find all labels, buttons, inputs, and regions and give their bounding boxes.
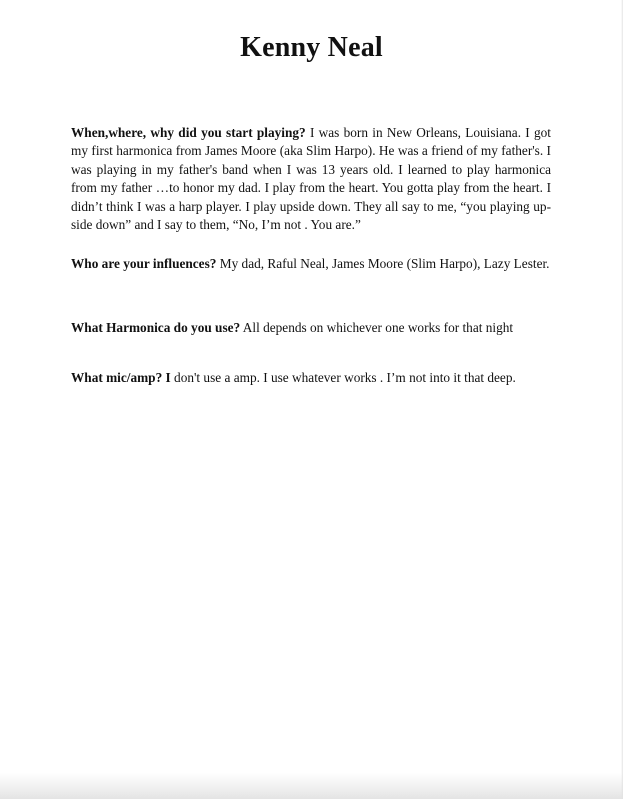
answer-text: All depends on whichever one works for that night	[240, 320, 514, 335]
interview-entry-harmonica	[71, 319, 551, 337]
interview-entry-influences	[71, 255, 551, 273]
question-text: When,where, why did you start playing?	[71, 125, 306, 140]
interview-entry-mic-amp	[71, 369, 551, 387]
answer-text: My dad, Raful Neal, James Moore (Slim Harpo), Lazy Lester.	[216, 256, 550, 271]
question-text: What Harmonica do you use?	[71, 320, 241, 335]
answer-text: don't use a amp. I use whatever works . I’m not into it that deep.	[170, 370, 516, 385]
question-text: What mic/amp? I	[71, 370, 171, 385]
interview-entry-start-playing	[71, 124, 551, 234]
page-title: Kenny Neal	[240, 32, 383, 63]
question-text: Who are your influences?	[71, 256, 217, 271]
answer-text: I was born in New Orleans, Louisiana. I got my first harmonica from James Moore (aka Slim Harpo). He was a friend of my father's. I was playing in my father's band when I was 13 years old. I learned to play harmonica from my father …to honor my dad. I play from the heart. You gotta play from the heart. I didn’t think I was a harp player. I play upside down. They all say to me, “you playing up-side down” and I say to them, “No, I’m not . You are.”	[71, 125, 551, 233]
page-bottom-shadow	[0, 773, 623, 799]
